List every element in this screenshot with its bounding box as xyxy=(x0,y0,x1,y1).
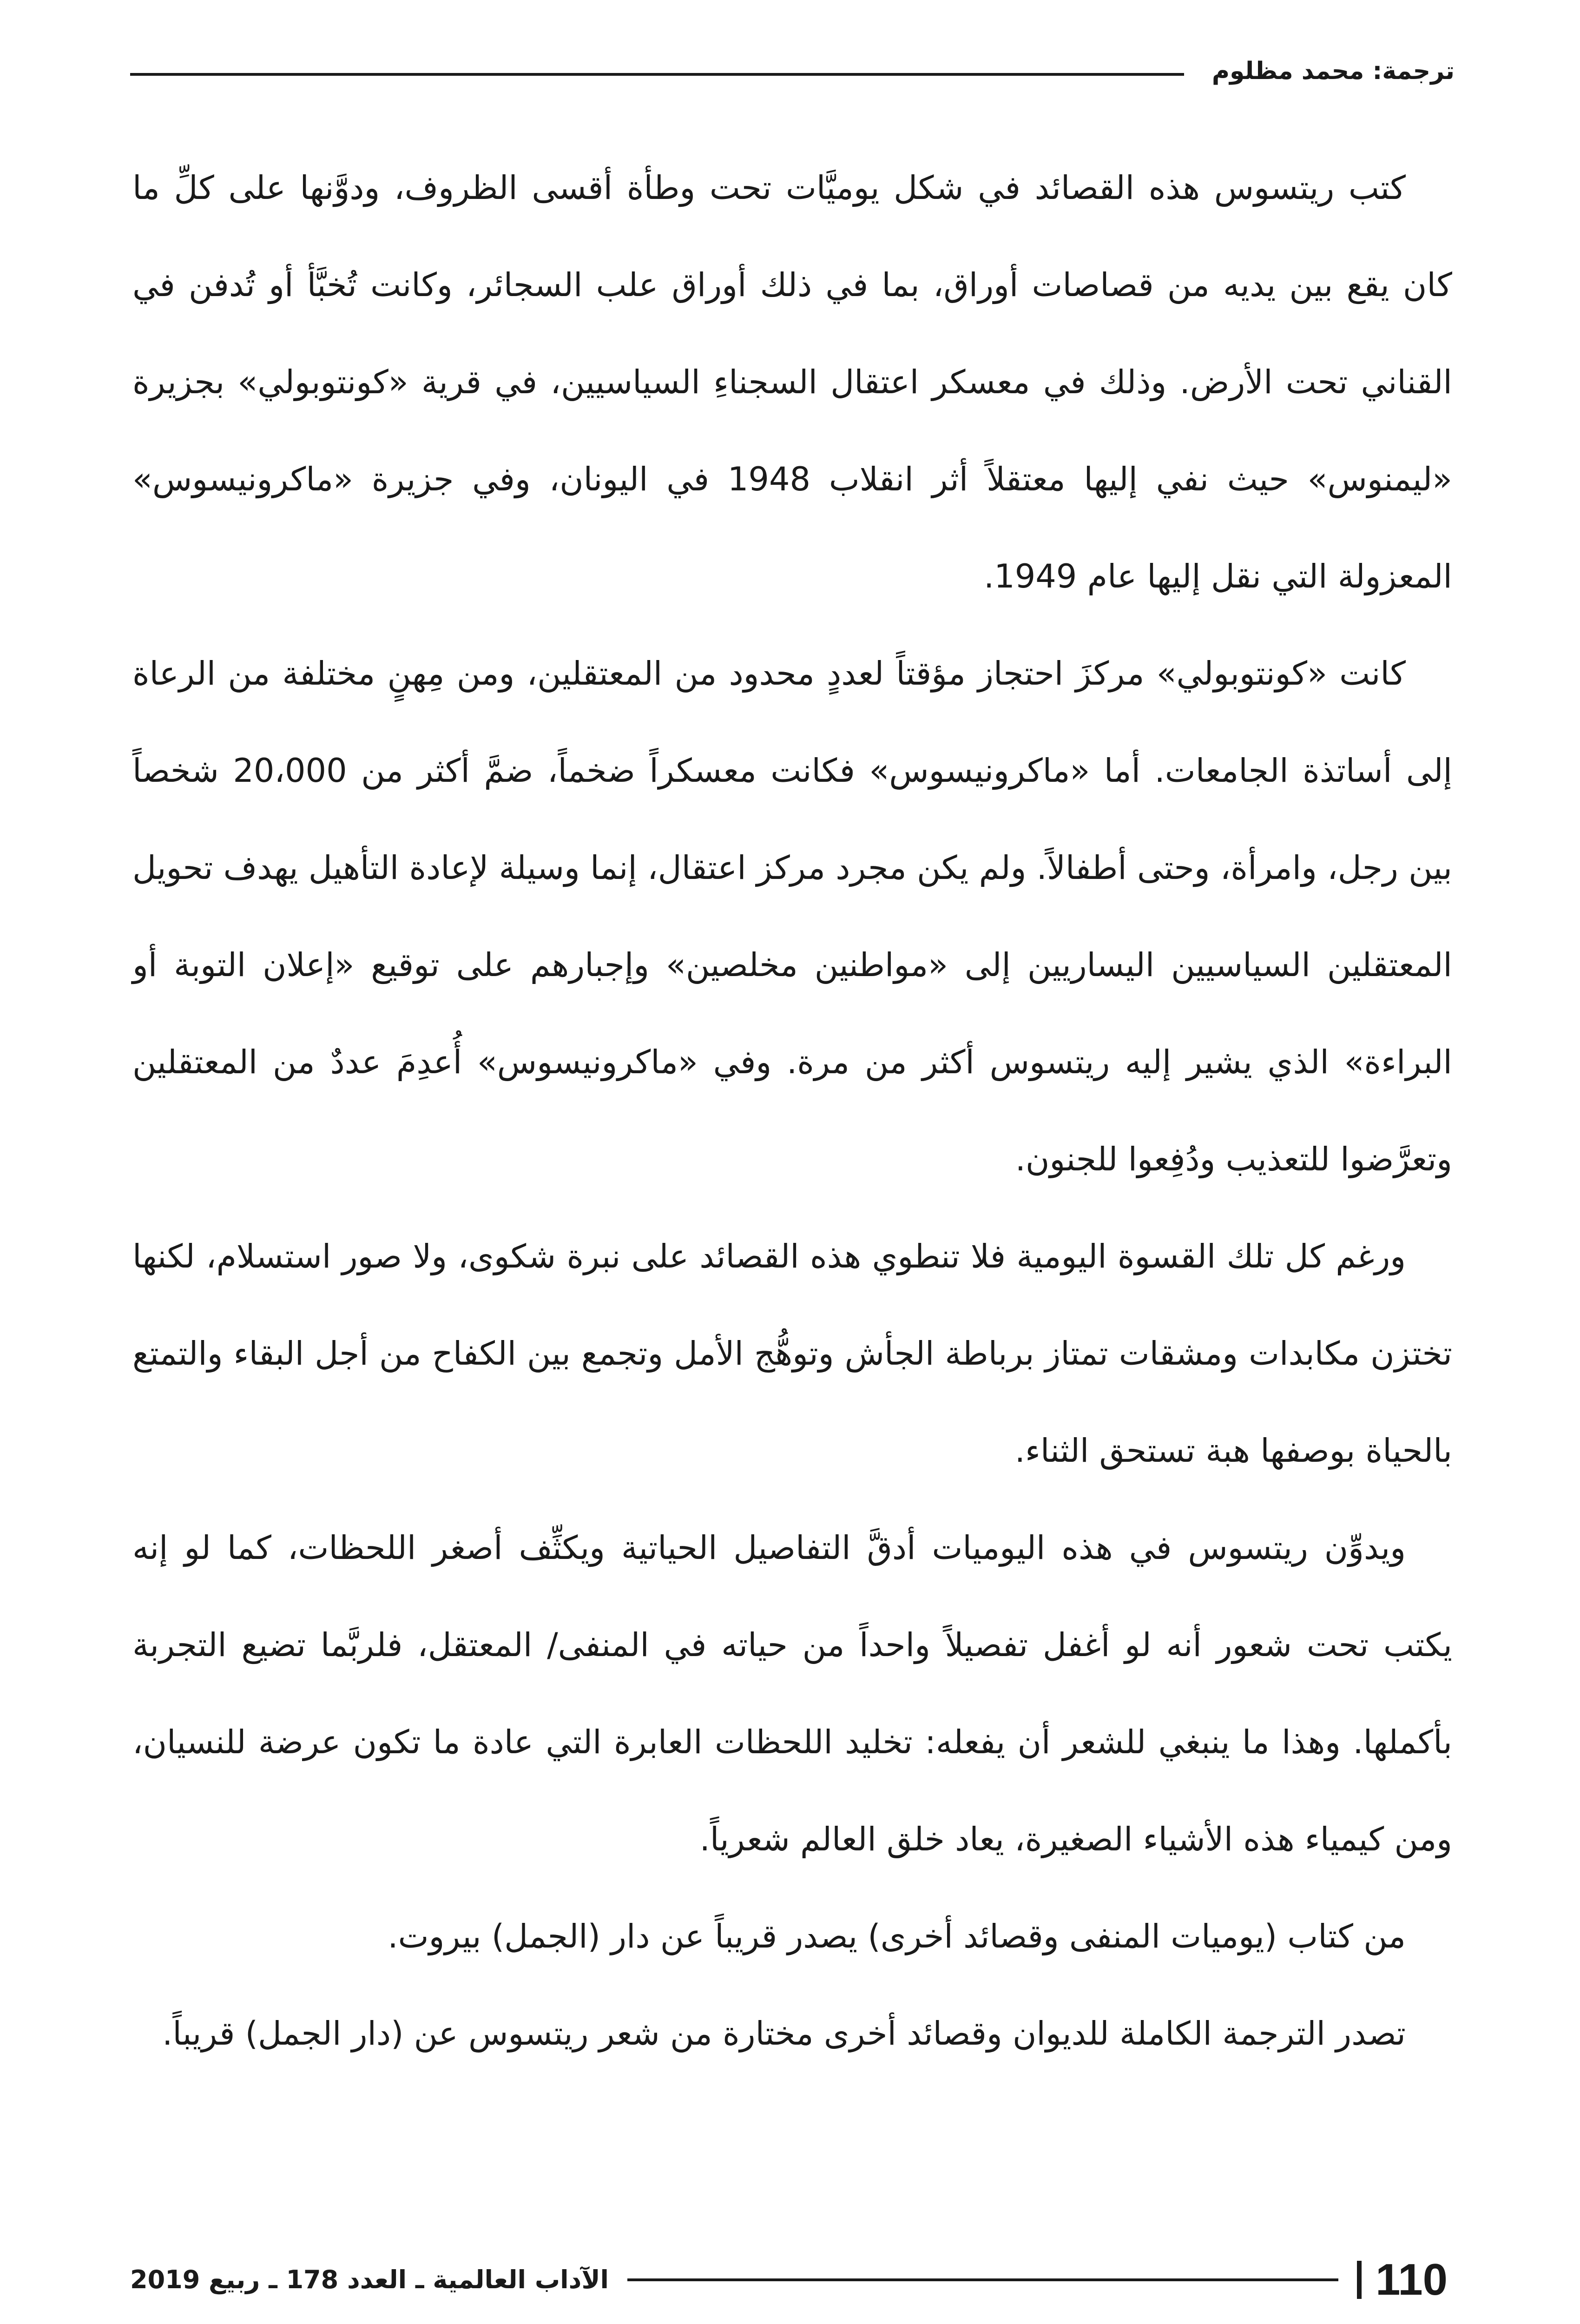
paragraph: تصدر الترجمة الكاملة للديوان وقصائد أخرى مختارة من شعر ريتسوس عن (دار الجمل) قريباً. xyxy=(162,2014,1406,2053)
translator-credit: ترجمة: محمد مظلوم xyxy=(1211,57,1455,85)
issue-info: الآداب العالمية ـ العدد 178 ـ ربيع 2019 xyxy=(130,2265,609,2294)
paragraph: ورغم كل تلك القسوة اليومية فلا تنطوي هذه القصائد على نبرة شكوى، ولا صور استسلام، لكنها تختزن مكابدات ومشقات تمتاز برباطة الجأش وتوهُّج الأمل وتجمع بين الكفاح من أجل البقاء والتمتع بالحياة بوصفها هبة تستحق الثناء. xyxy=(132,1237,1452,1470)
paragraph: ويدوِّن ريتسوس في هذه اليوميات أدقَّ التفاصيل الحياتية ويكثِّف أصغر اللحظات، كما لو إنه يكتب تحت شعور أنه لو أغفل تفصيلاً واحداً من حياته في المنفى/ المعتقل، فلربَّما تضيع التجربة بأكملها. وهذا ما ينبغي للشعر أن يفعله: تخليد اللحظات العابرة التي عادة ما تكون عرضة للنسيان، ومن كيمياء هذه الأشياء الصغيرة، يعاد خلق العالم شعرياً. xyxy=(132,1529,1452,1858)
page-header xyxy=(130,55,1455,87)
page-number: 110 xyxy=(1376,2255,1448,2304)
paragraph: من كتاب (يوميات المنفى وقصائد أخرى) يصدر قريباً عن دار (الجمل) بيروت. xyxy=(388,1917,1406,1955)
paragraph: كتب ريتسوس هذه القصائد في شكل يوميَّات تحت وطأة أقسى الظروف، ودوَّنها على كلِّ ما كان يقع بين يديه من قصاصات أوراق، بما في ذلك أوراق علب السجائر، وكانت تُخبَّأ أو تُدفن في القناني تحت الأرض. وذلك في معسكر اعتقال السجناءِ السياسيين، في قرية «كونتوبولي» بجزيرة «ليمنوس» حيث نفي إليها معتقلاً أثر انقلاب 1948 في اليونان، وفي جزيرة «ماكرونيسوس» المعزولة التي نقل إليها عام 1949. xyxy=(132,169,1452,595)
footer-rule xyxy=(627,2278,1338,2281)
page-footer xyxy=(130,2254,1448,2305)
article-body xyxy=(132,139,1452,2082)
paragraph: كانت «كونتوبولي» مركزَ احتجاز مؤقتاً لعددٍ محدود من المعتقلين، ومن مِهنٍ مختلفة من الرعاة إلى أساتذة الجامعات. أما «ماكرونيسوس» فكانت معسكراً ضخماً، ضمَّ أكثر من 20،000 شخصاً بين رجل، وامرأة، وحتى أطفالاً. ولم يكن مجرد مركز اعتقال، إنما وسيلة لإعادة التأهيل يهدف تحويل المعتقلين السياسيين اليساريين إلى «مواطنين مخلصين» وإجبارهم على توقيع «إعلان التوبة أو البراءة» الذي يشير إليه ريتسوس أكثر من مرة. وفي «ماكرونيسوس» أُعدِمَ عددٌ من المعتقلين وتعرَّضوا للتعذيب ودُفِعوا للجنون. xyxy=(132,654,1452,1178)
page-number-bar xyxy=(1357,2261,1362,2299)
header-rule xyxy=(130,73,1184,76)
